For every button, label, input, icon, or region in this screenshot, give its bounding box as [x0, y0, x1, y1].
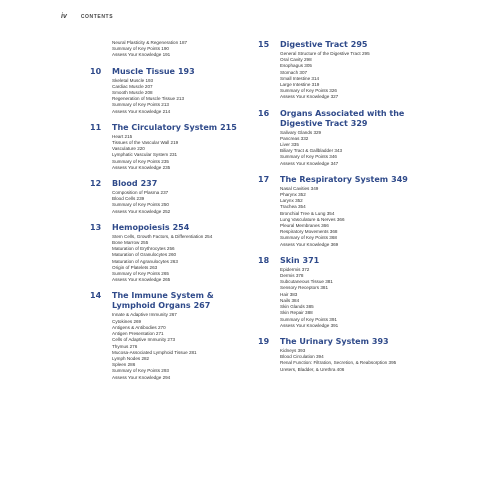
chapter-heading[interactable]: [258, 175, 418, 185]
toc-entry: Neural Plasticity & Regeneration 187: [112, 40, 188, 45]
toc-entry[interactable]: Smooth Muscle 208: [112, 90, 153, 96]
toc-entry[interactable]: Lymph Nodes 282: [112, 355, 150, 361]
chapter-page: 393: [371, 336, 389, 346]
chapter-entries: [280, 267, 418, 329]
toc-entry[interactable]: Salivary Glands 329: [280, 129, 322, 135]
chapter-number: 17: [258, 174, 270, 184]
running-head: CONTENTS: [80, 14, 114, 20]
chapter-entries: [280, 348, 418, 373]
chapter-number: 10: [90, 66, 102, 76]
chapter-heading[interactable]: [258, 256, 418, 266]
toc-entry[interactable]: Summary of Key Points 346: [280, 154, 337, 160]
toc-entry[interactable]: Lymphatic Vascular System 231: [112, 152, 178, 158]
chapter-title-block: [280, 40, 367, 50]
chapter-page: 215: [220, 122, 237, 132]
chapter-title-block: [112, 291, 250, 311]
toc-entry[interactable]: Summary of Key Points 326: [280, 88, 337, 94]
chapter-page: 371: [302, 255, 320, 265]
chapter-entries: [112, 78, 250, 115]
chapter-section: [258, 256, 418, 329]
chapter-page: 237: [140, 179, 158, 189]
toc-entry[interactable]: Nails 384: [280, 297, 300, 303]
chapter-heading[interactable]: [90, 67, 250, 77]
chapter-section: [90, 123, 250, 171]
toc-entry[interactable]: Maturation of Erythrocytes 256: [112, 246, 175, 252]
chapter-section: [258, 175, 418, 248]
chapter-title: Muscle Tissue: [112, 66, 175, 76]
continued-entries: [112, 40, 250, 59]
toc-entry[interactable]: Maturation of Agranulocytes 263: [112, 258, 178, 264]
toc-entry[interactable]: Nasal Cavities 349: [280, 185, 319, 191]
chapter-section: [258, 109, 418, 167]
chapter-number: 13: [90, 222, 102, 232]
chapter-title-block: [112, 179, 157, 189]
chapter-page: 349: [391, 174, 408, 184]
toc-entry[interactable]: Epidermis 372: [280, 266, 310, 272]
chapter-number: 15: [258, 40, 270, 49]
toc-entry[interactable]: Cells of Adaptive Immunity 273: [112, 337, 176, 343]
chapter-section: [90, 291, 250, 380]
chapter-title-block: [280, 256, 319, 266]
toc-entry[interactable]: Assess Your Knowledge 252: [112, 208, 171, 214]
chapter-heading[interactable]: [258, 337, 418, 347]
toc-entry[interactable]: Assess Your Knowledge 391: [280, 322, 339, 328]
toc-entry: Assess Your Knowledge 191: [112, 52, 171, 58]
chapter-title-block: [112, 123, 237, 133]
toc-entry[interactable]: Assess Your Knowledge 235: [112, 164, 171, 170]
chapter-number: 12: [90, 179, 102, 189]
chapter-title: The Respiratory System: [280, 174, 389, 184]
toc-entry[interactable]: Mucosa-Associated Lymphoid Tissue 281: [112, 349, 197, 355]
toc-entry[interactable]: General Structure of the Digestive Tract 295: [280, 51, 370, 56]
chapter-title: Skin: [280, 255, 300, 265]
chapter-number: 11: [90, 122, 102, 132]
toc-entry[interactable]: Blood Circulation 394: [280, 354, 324, 360]
toc-entry[interactable]: Assess Your Knowledge 214: [112, 108, 171, 114]
chapter-section: [258, 40, 418, 101]
chapter-heading[interactable]: [90, 291, 250, 311]
toc-entry[interactable]: Summary of Key Points 235: [112, 158, 169, 164]
chapter-title: The Urinary System: [280, 336, 369, 346]
chapter-number: 19: [258, 336, 270, 346]
toc-entry[interactable]: Innate & Adaptive Immunity 267: [112, 312, 177, 318]
toc-entry[interactable]: Summary of Key Points 391: [280, 316, 337, 322]
chapter-heading[interactable]: [258, 40, 418, 50]
toc-entry[interactable]: Summary of Key Points 213: [112, 102, 169, 108]
toc-entry[interactable]: Assess Your Knowledge 294: [112, 374, 171, 380]
toc-entry[interactable]: Vasculature 220: [112, 146, 145, 152]
toc-left-column: [90, 40, 250, 389]
toc-entry[interactable]: Trachea 354: [280, 204, 306, 210]
toc-entry[interactable]: Larynx 352: [280, 198, 303, 204]
toc-entry[interactable]: Respiratory Movements 368: [280, 229, 338, 235]
toc-entry[interactable]: Summary of Key Points 368: [280, 235, 337, 241]
chapter-title-block: [112, 223, 189, 233]
chapter-title-block: [280, 109, 418, 129]
chapter-number: 16: [258, 108, 270, 118]
toc-entry[interactable]: Skin Glands 385: [280, 304, 314, 310]
chapter-entries: [280, 130, 418, 167]
page-header: [61, 13, 113, 20]
chapter-page: 295: [350, 40, 368, 49]
toc-entry[interactable]: Renal Function: Filtration, Secretion, & Reabsorption 395: [280, 360, 397, 366]
chapter-title-block: [280, 175, 408, 185]
toc-entry[interactable]: Lung Vasculature & Nerves 366: [280, 216, 345, 222]
toc-entry[interactable]: Hair 383: [280, 291, 298, 297]
toc-entry[interactable]: Tissues of the Vascular Wall 219: [112, 140, 179, 146]
toc-entry[interactable]: Kidneys 393: [280, 347, 306, 353]
toc-entry[interactable]: Small Intestine 314: [280, 75, 320, 81]
toc-entry[interactable]: Thymus 276: [112, 343, 138, 349]
toc-entry[interactable]: Heart 215: [112, 133, 133, 139]
toc-entry[interactable]: Assess Your Knowledge 347: [280, 160, 339, 166]
toc-entry[interactable]: Summary of Key Points 250: [112, 202, 169, 208]
toc-entry[interactable]: Large Intestine 319: [280, 82, 320, 88]
toc-entry[interactable]: Composition of Plasma 237: [112, 190, 169, 196]
toc-entry[interactable]: Pharynx 352: [280, 192, 306, 198]
toc-entry[interactable]: Assess Your Knowledge 369: [280, 241, 339, 247]
chapter-heading[interactable]: [258, 109, 418, 129]
toc-entry[interactable]: Sensory Receptors 381: [280, 285, 329, 291]
toc-entry[interactable]: Blood Cells 239: [112, 196, 145, 202]
chapter-page: 267: [193, 301, 211, 311]
toc-entry[interactable]: Bronchial Tree & Lung 354: [280, 210, 335, 216]
toc-entry[interactable]: Oral Cavity 298: [280, 57, 312, 63]
toc-entry[interactable]: Pancreas 332: [280, 135, 309, 141]
toc-entry[interactable]: Assess Your Knowledge 265: [112, 277, 171, 283]
chapter-page: 329: [350, 118, 368, 128]
toc-entry[interactable]: Subcutaneous Tissue 381: [280, 279, 333, 285]
toc-entry[interactable]: Antigens & Antibodies 270: [112, 324, 166, 330]
chapter-entries: [112, 134, 250, 171]
toc-entry[interactable]: Regeneration of Muscle Tissue 213: [112, 96, 185, 102]
toc-entry[interactable]: Skeletal Muscle 193: [112, 77, 154, 83]
toc-entry: Summary of Key Points 190: [112, 46, 169, 52]
toc-entry[interactable]: Bone Marrow 255: [112, 240, 149, 246]
chapter-title: The Immune System & Lymphoid Organs: [112, 291, 214, 311]
toc-entry[interactable]: Dermis 378: [280, 273, 304, 279]
toc-entry[interactable]: Antigen Presentation 271: [112, 331, 164, 337]
toc-entry[interactable]: Origin of Platelets 263: [112, 264, 158, 270]
toc-entry[interactable]: Skin Repair 388: [280, 310, 313, 316]
toc-entry[interactable]: Cardiac Muscle 207: [112, 83, 153, 89]
chapter-heading[interactable]: [90, 123, 250, 133]
chapter-entries: [112, 312, 250, 380]
page-number: iv: [61, 13, 67, 20]
chapter-title: Organs Associated with the Digestive Tract: [280, 108, 405, 128]
toc-entry[interactable]: Stomach 307: [280, 69, 308, 75]
toc-entry[interactable]: Biliary Tract & Gallbladder 343: [280, 148, 343, 154]
chapter-number: 18: [258, 255, 270, 265]
chapter-section: [90, 223, 250, 284]
chapter-number: 14: [90, 291, 102, 301]
chapter-title-block: [112, 67, 195, 77]
chapter-title: Blood: [112, 179, 138, 189]
chapter-section: [90, 67, 250, 115]
chapter-title: The Circulatory System: [112, 122, 218, 132]
chapter-page: 193: [177, 66, 195, 76]
toc-entry[interactable]: Summary of Key Points 265: [112, 271, 169, 277]
toc-entry[interactable]: Cytokines 269: [112, 318, 142, 324]
toc-entry[interactable]: Assess Your Knowledge 327: [280, 94, 339, 100]
chapter-page: 254: [172, 222, 190, 232]
chapter-title-block: [280, 337, 389, 347]
chapter-entries: [280, 51, 418, 101]
toc-entry[interactable]: Pleural Membranes 366: [280, 223, 329, 229]
toc-entry[interactable]: Spleen 286: [112, 362, 136, 368]
toc-entry[interactable]: Summary of Key Points 293: [112, 368, 169, 374]
toc-entry[interactable]: Ureters, Bladder, & Urethra 406: [280, 366, 345, 372]
toc-right-column: [258, 40, 418, 381]
toc-entry[interactable]: Maturation of Granulocytes 260: [112, 252, 177, 258]
chapter-heading[interactable]: [90, 223, 250, 233]
chapter-heading[interactable]: [90, 179, 250, 189]
chapter-section: [90, 179, 250, 215]
toc-entry[interactable]: Esophagus 305: [280, 63, 312, 69]
chapter-entries: [112, 234, 250, 284]
chapter-section: [258, 337, 418, 373]
chapter-entries: [280, 186, 418, 248]
chapter-title: Hemopoiesis: [112, 222, 170, 232]
chapter-title: Digestive Tract: [280, 40, 348, 49]
toc-entry[interactable]: Stem Cells, Growth Factors, & Differentiation 254: [112, 233, 213, 239]
toc-entry[interactable]: Liver 335: [280, 142, 299, 148]
chapter-entries: [112, 190, 250, 215]
